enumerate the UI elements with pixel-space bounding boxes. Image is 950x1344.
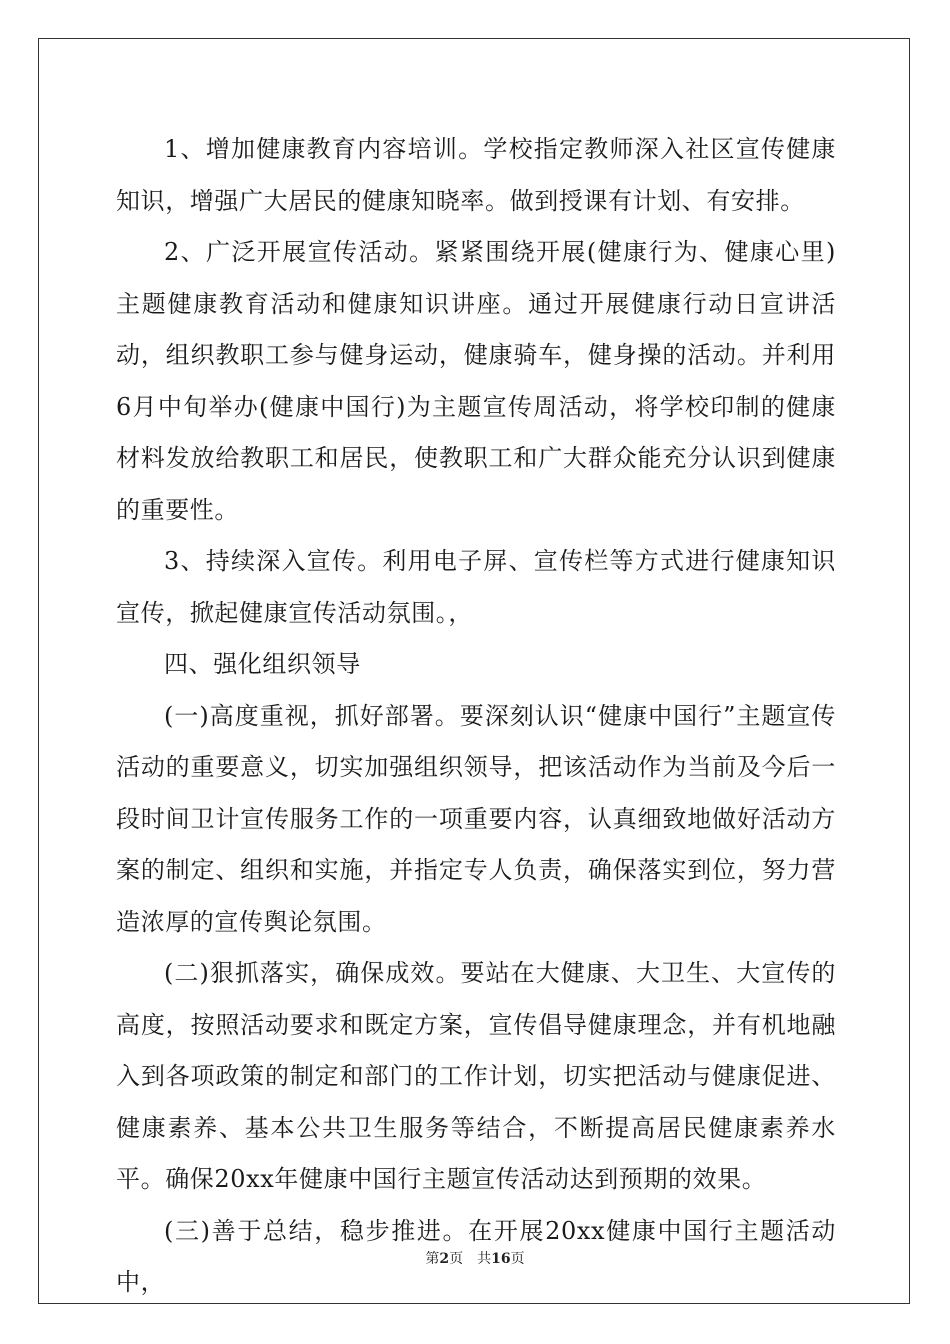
page-label-suffix: 页 [510, 1251, 525, 1267]
document-body [116, 124, 836, 1309]
current-page-number: 2 [439, 1251, 450, 1267]
page-label-mid: 页 共 [449, 1251, 492, 1267]
section-heading-leadership: 四、强化组织领导 [164, 650, 361, 678]
paragraph-attach-importance: (一)高度重视，抓好部署。要深刻认识“健康中国行”主题宣传活动的重要意义，切实加强组织领导，把该活动作为当前及今后一段时间卫计宣传服务工作的一项重要内容，认真细致地做好活动方案的制定、组织和实施，并指定专人负责，确保落实到位，努力营造浓厚的宣传舆论氛围。 [116, 701, 836, 936]
paragraph-publicity-activities: 2、广泛开展宣传活动。紧紧围绕开展(健康行为、健康心里)主题健康教育活动和健康知识讲座。通过开展健康行动日宣讲活动，组织教职工参与健身运动，健康骑车，健身操的活动。并利用6月中旬举办(健康中国行)为主题宣传周活动，将学校印制的健康材料发放给教职工和居民，使教职工和广大群众能充分认识到健康的重要性。 [116, 238, 836, 524]
total-page-number: 16 [491, 1251, 511, 1267]
page-label-prefix: 第 [425, 1251, 440, 1267]
paragraph-implementation: (二)狠抓落实，确保成效。要站在大健康、大卫生、大宣传的高度，按照活动要求和既定方案，宣传倡导健康理念，并有机地融入到各项政策的制定和部门的工作计划，切实把活动与健康促进、健康素养、基本公共卫生服务等结合，不断提高居民健康素养水平。确保20xx年健康中国行主题宣传活动达到预期的效果。 [116, 959, 836, 1193]
paragraph-continuous-publicity: 3、持续深入宣传。利用电子屏、宣传栏等方式进行健康知识宣传，掀起健康宣传活动氛围。， [116, 547, 836, 627]
page-footer [0, 1248, 950, 1268]
paragraph-summary: (三)善于总结，稳步推进。在开展20xx健康中国行主题活动中， [116, 1216, 836, 1296]
paragraph-health-training: 1、增加健康教育内容培训。学校指定教师深入社区宣传健康知识，增强广大居民的健康知晓率。做到授课有计划、有安排。 [116, 135, 836, 215]
